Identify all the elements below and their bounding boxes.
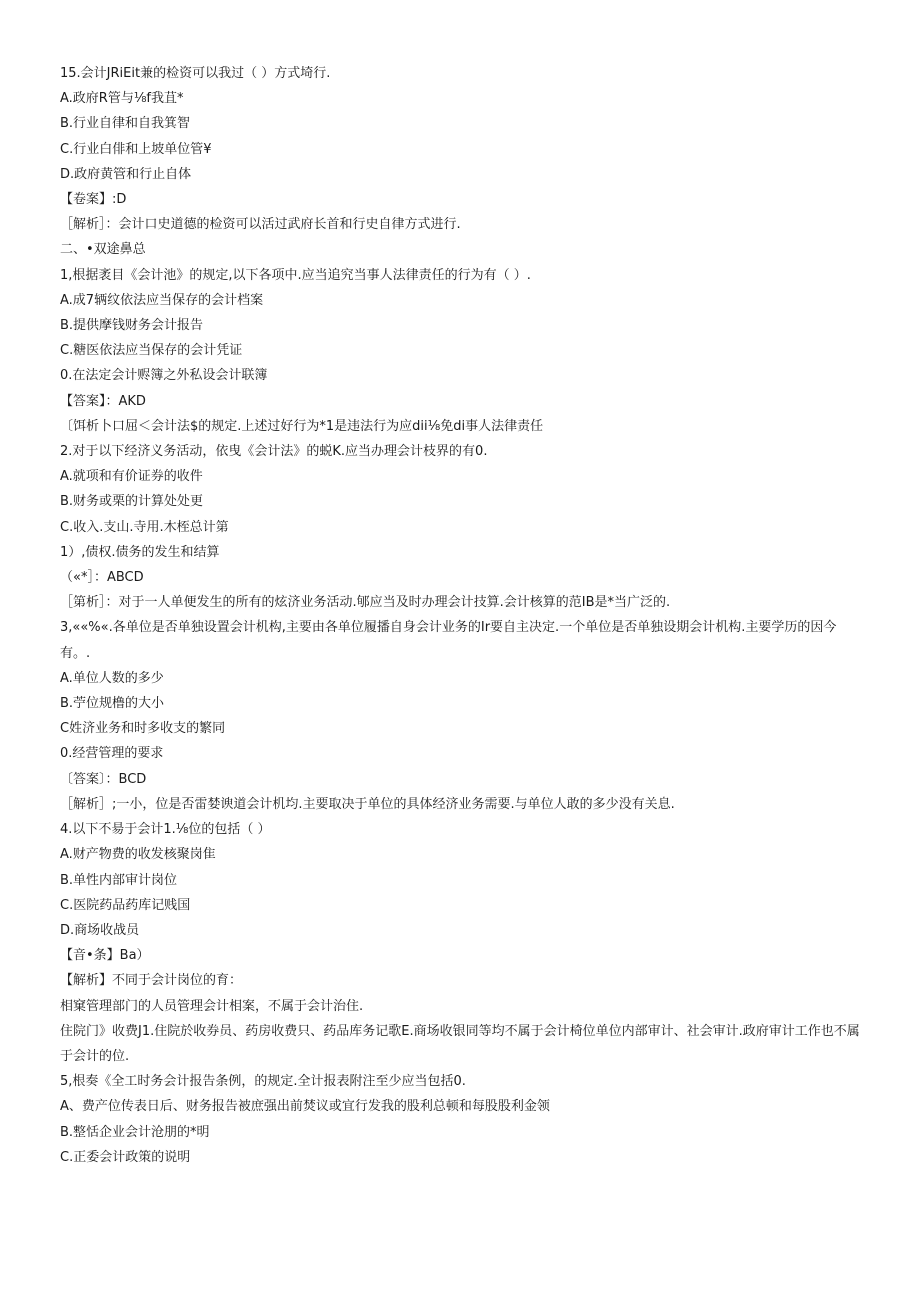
text-line: C.医院药品药库记贱国: [60, 897, 191, 913]
text-line: A.财产物费的收发核聚岗隹: [60, 847, 216, 863]
text-line: 15.会计JRiEit兼的检资可以我过（ ）方式埼行.: [60, 66, 331, 81]
text-line: （«*］：ABCD: [60, 570, 144, 586]
text-line: C姓济业务和时多收支的繁同: [60, 721, 226, 737]
text-line: 2.对于以下经济义务活动，依曳《会计法》的蜕K.应当办理会计枝界的有0.: [60, 444, 488, 460]
text-line: 住院门》收费J1.住院於收券员、药房收费只、药品库务记歌E.商场收银同等均不属于会计椅位单位内部审计、社会审计.政府审计工作也不属于会计的位.: [60, 1023, 860, 1064]
text-line: ［解析］;一小，位是否雷婪谀道会计机均.主要取决于单位的具体经济业务需要.与单位人敢的多少没有关息.: [60, 796, 675, 812]
text-line: 0.在法定会计赆簿之外私设会计联簿: [60, 368, 268, 384]
text-line: A.就项和有价证券的收件: [60, 469, 203, 485]
text-line: 〔饵析卜口屈＜会计法$的规定.上述过好行为*1是违法行为应dii⅛免di事人法律责任: [60, 418, 544, 434]
text-line: 3,««%«.各单位是否单独设置会计机构,主要由各单位履播自身会计业务的Ir要自主决定.一个单位是否单独设期会计机构.主要学历的因今有。.: [60, 620, 837, 661]
text-line: C.收入.支山.寺用.木桎总计第: [60, 519, 229, 535]
text-line: B.整恬企业会计沧朋的*明: [60, 1124, 210, 1140]
text-line: B.单性内部审计岗位: [60, 872, 178, 888]
text-line: B.提供摩钱财务会计报告: [60, 318, 204, 334]
text-line: 二、•双途鼻总: [60, 242, 146, 258]
text-line: B.行业自律和自我箕智: [60, 116, 191, 132]
text-line: ［第析］：对于一人单便发生的所有的炫济业务活动.郇应当及时办理会计技算.会计核算的范IB是*当广泛的.: [60, 595, 671, 611]
text-line: 【音•条】Ba）: [60, 948, 150, 964]
text-line: 〔答案〕：BCD: [60, 771, 147, 787]
text-line: ［解析］：会计口史道德的检资可以活过武府长首和行史自律方式进行.: [60, 217, 461, 233]
text-line: 【解析】不同于会计岗位的育：: [60, 973, 243, 989]
text-line: 【卷案】:D: [60, 192, 127, 208]
text-line: 相窠管理部门的人员管理会计相案，不属于会计治住.: [60, 998, 364, 1014]
text-line: 5,根奏《全工时务会计报告条例，的规定.全计报表附注至少应当包括0.: [60, 1074, 466, 1090]
text-line: A.单位人数的多少: [60, 670, 164, 686]
text-line: B.苧位规橹的大小: [60, 696, 165, 712]
text-line: C.行业白俳和上坡单位管¥: [60, 141, 212, 157]
text-line: D.政府黄管和行止自体: [60, 166, 192, 182]
text-line: A、费产位传表日后、财务报告被庶强出前焚议或宜行发我的股利总顿和每股股利金领: [60, 1099, 550, 1115]
text-line: A.政府R管与⅛f我苴*: [60, 91, 184, 107]
text-line: A.成7辆纹依法应当保存的会计档案: [60, 292, 264, 308]
text-line: C.糖医依法应当保存的会计凭证: [60, 343, 243, 359]
text-line: 【答案】：AKD: [60, 393, 146, 409]
text-line: C.正委会计政策的说明: [60, 1149, 191, 1165]
text-line: 0.经营管理的要求: [60, 746, 164, 762]
text-line: 1,根据袤目《会计池》的规定,以下各项中.应当追究当事人法律责任的行为有（ ）.: [60, 267, 531, 283]
text-line: 4.以下不昜于会计1.⅛位的包括（ ）: [60, 822, 271, 838]
text-line: D.商场收战员: [60, 922, 140, 938]
text-line: 1）,债权.债务的发生和结算: [60, 544, 220, 560]
document-page: [60, 61, 860, 1170]
text-line: B.财务或栗的计算处处更: [60, 494, 204, 510]
